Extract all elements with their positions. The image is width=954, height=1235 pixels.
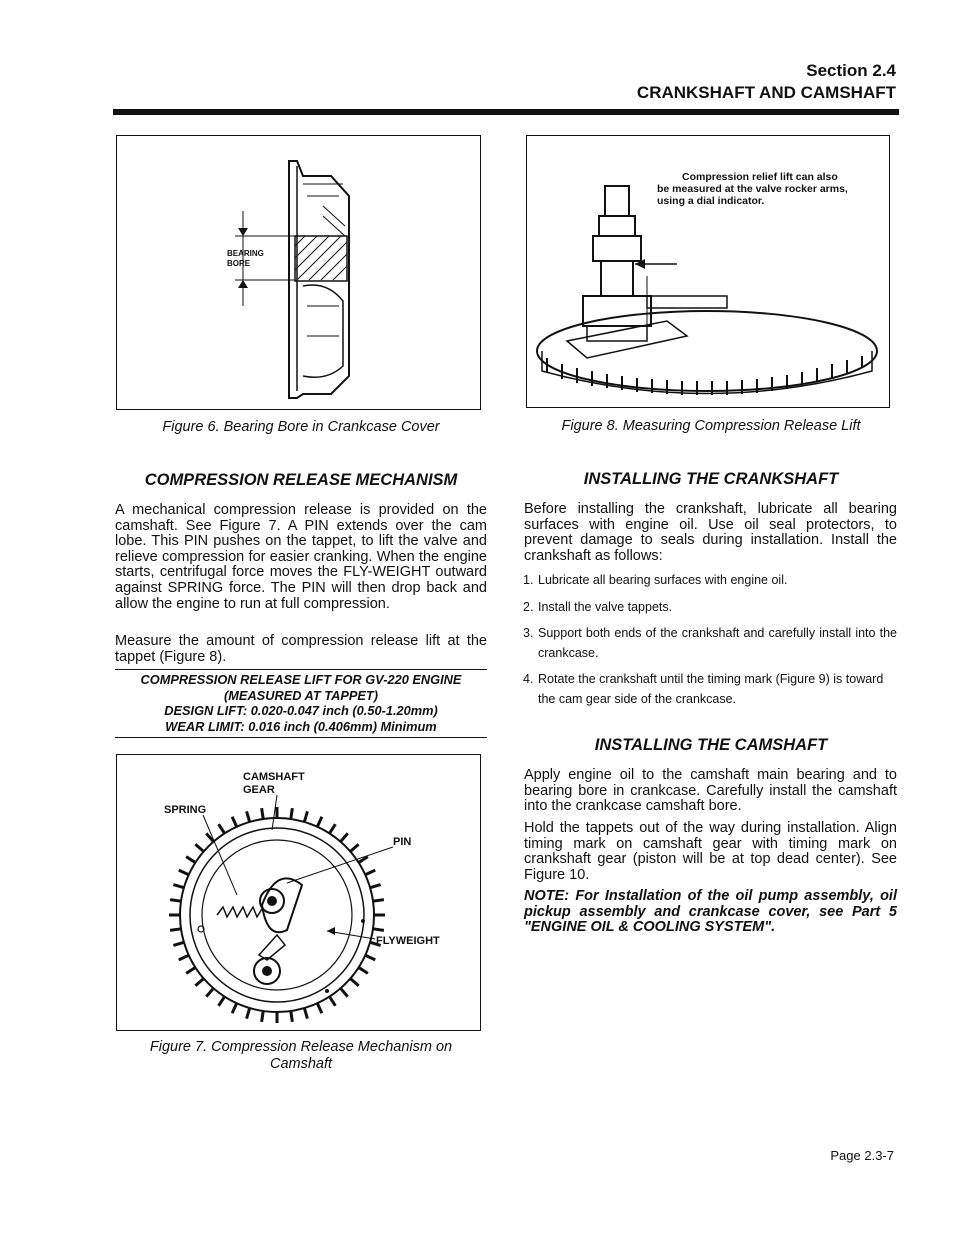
gear-tooth: [341, 988, 348, 996]
page-header: [637, 60, 896, 104]
step-number: 1.: [523, 573, 534, 587]
compression-release-mechanism-illustration: [117, 755, 479, 1029]
gear-tooth: [173, 942, 184, 945]
figure-8: [526, 135, 890, 408]
gear-tooth: [247, 1008, 250, 1019]
step-number: 3.: [523, 626, 534, 640]
gear-tooth: [341, 833, 348, 841]
gear-tooth: [329, 824, 335, 833]
step-text: Install the valve tappets.: [538, 599, 673, 614]
spring-label: SPRING: [164, 804, 207, 816]
flyweight-label: FLYWEIGHT: [376, 935, 440, 947]
gear-tooth: [317, 1003, 322, 1013]
camshaft-paragraph-1: Apply engine oil to the camshaft main bearing and to bearing bore in crankcase. Carefully install the camshaft into the crankcase camshaft bore.: [524, 767, 897, 815]
section-number: Section 2.4: [806, 61, 896, 80]
header-rule: [113, 109, 899, 115]
gear-tooth: [317, 817, 322, 827]
pin-label: PIN: [393, 836, 412, 848]
gear-tooth: [304, 1008, 307, 1019]
camshaft-gear-label-1: CAMSHAFT: [243, 771, 305, 783]
bearing-bore-label-1: BEARING: [227, 249, 264, 258]
gear-tooth: [329, 997, 335, 1006]
gear-tooth: [179, 955, 189, 960]
gear-tooth: [186, 967, 195, 973]
gear-tooth: [350, 844, 358, 851]
gear-tooth: [179, 870, 189, 875]
spec-line-1: COMPRESSION RELEASE LIFT FOR GV-220 ENGINE: [140, 672, 462, 687]
gear-tooth: [370, 885, 381, 888]
figure-8-note-2: be measured at the valve rocker arms,: [657, 183, 848, 195]
gear-tooth: [173, 885, 184, 888]
compression-paragraph-1: A mechanical compression release is provided on the camshaft. See Figure 7. A PIN extends over the cam lobe. This PIN pushes on the tappet, to lift the valve and relieve compression for easier cranking. When the engine starts, centrifugal force moves the FLY-WEIGHT outward against SPRING force. The PIN will then drop back and allow the engine to run at full compression.: [115, 502, 487, 612]
figure-7-caption: [116, 1039, 486, 1073]
crankshaft-step: [523, 670, 897, 709]
gear-tooth: [291, 1011, 293, 1022]
figure-7-caption-line-2: Camshaft: [269, 1056, 333, 1072]
gear-tooth: [262, 1011, 264, 1022]
spec-line-3: DESIGN LIFT: 0.020-0.047 inch (0.50-1.20mm): [164, 703, 438, 719]
gear-tooth: [232, 1003, 237, 1013]
gear-tooth: [232, 817, 237, 827]
gear-tooth: [219, 824, 225, 833]
spec-line-4: WEAR LIMIT: 0.016 inch (0.406mm) Minimum: [165, 718, 437, 734]
gear-tooth: [350, 979, 358, 986]
step-number: 2.: [523, 599, 534, 614]
step-text: Lubricate all bearing surfaces with engine oil.: [538, 573, 788, 587]
figure-8-caption: Figure 8. Measuring Compression Release Lift: [561, 418, 861, 434]
crankshaft-step: [523, 598, 897, 618]
page-number: Page 2.3-7: [830, 1148, 894, 1163]
gear-tooth: [170, 929, 181, 931]
camshaft-note: NOTE: For Installation of the oil pump assembly, oil pickup assembly and crankcase cover, see Part 5 "ENGINE OIL & COOLING SYSTEM".: [524, 888, 897, 936]
gear-tooth: [206, 988, 213, 996]
figure-7: [116, 754, 481, 1031]
gear-tooth: [195, 979, 203, 986]
figure-6-caption: Figure 6. Bearing Bore in Crankcase Cover: [162, 419, 440, 435]
compression-paragraph-2: Measure the amount of compression release lift at the tappet (Figure 8).: [115, 633, 487, 665]
gear-tooth: [291, 808, 293, 819]
gear-tooth: [373, 929, 384, 931]
compression-spec-box: [115, 669, 487, 738]
crankcase-cover-illustration: [117, 136, 479, 408]
figure-6: [116, 135, 481, 410]
gear-tooth: [304, 811, 307, 822]
compression-lift-illustration: [527, 136, 888, 406]
step-number: 4.: [523, 672, 534, 686]
section-title: CRANKSHAFT AND CAMSHAFT: [636, 83, 896, 102]
camshaft-heading: INSTALLING THE CAMSHAFT: [594, 736, 828, 754]
step-text: Rotate the crankshaft until the timing mark (Figure 9) is toward the cam gear side of the crankcase.: [538, 672, 884, 706]
gear-tooth: [195, 844, 203, 851]
figure-8-note-1: Compression relief lift can also: [682, 171, 838, 183]
gear-tooth: [219, 997, 225, 1006]
crankshaft-step: [523, 571, 897, 591]
camshaft-paragraph-2: Hold the tappets out of the way during installation. Align timing mark on camshaft gear with timing mark on crankshaft gear (piston will be at top dead center). See Figure 10.: [524, 820, 897, 883]
spec-line-2: (MEASURED AT TAPPET): [223, 687, 379, 703]
gear-tooth: [359, 967, 368, 973]
bearing-bore-label-2: BORE: [227, 259, 251, 268]
gear-tooth: [365, 955, 375, 960]
gear-tooth: [262, 808, 264, 819]
step-text: Support both ends of the crankshaft and carefully install into the crankcase.: [538, 626, 897, 660]
crankshaft-heading: INSTALLING THE CRANKSHAFT: [583, 470, 839, 488]
crankshaft-steps: [523, 571, 897, 716]
crankshaft-intro: Before installing the crankshaft, lubricate all bearing surfaces with engine oil. Use oil seal protectors, to prevent damage to seals during installation. Install the crankshaft as follows:: [524, 501, 897, 564]
camshaft-gear-label-2: GEAR: [243, 784, 275, 796]
figure-7-caption-line-1: Figure 7. Compression Release Mechanism on: [149, 1039, 453, 1055]
gear-tooth: [170, 900, 181, 902]
crankshaft-step: [523, 624, 897, 663]
gear-tooth: [247, 811, 250, 822]
gear-tooth: [365, 870, 375, 875]
gear-tooth: [186, 857, 195, 863]
compression-heading: COMPRESSION RELEASE MECHANISM: [144, 471, 458, 489]
figure-8-note-3: using a dial indicator.: [657, 195, 765, 207]
gear-tooth: [373, 900, 384, 902]
